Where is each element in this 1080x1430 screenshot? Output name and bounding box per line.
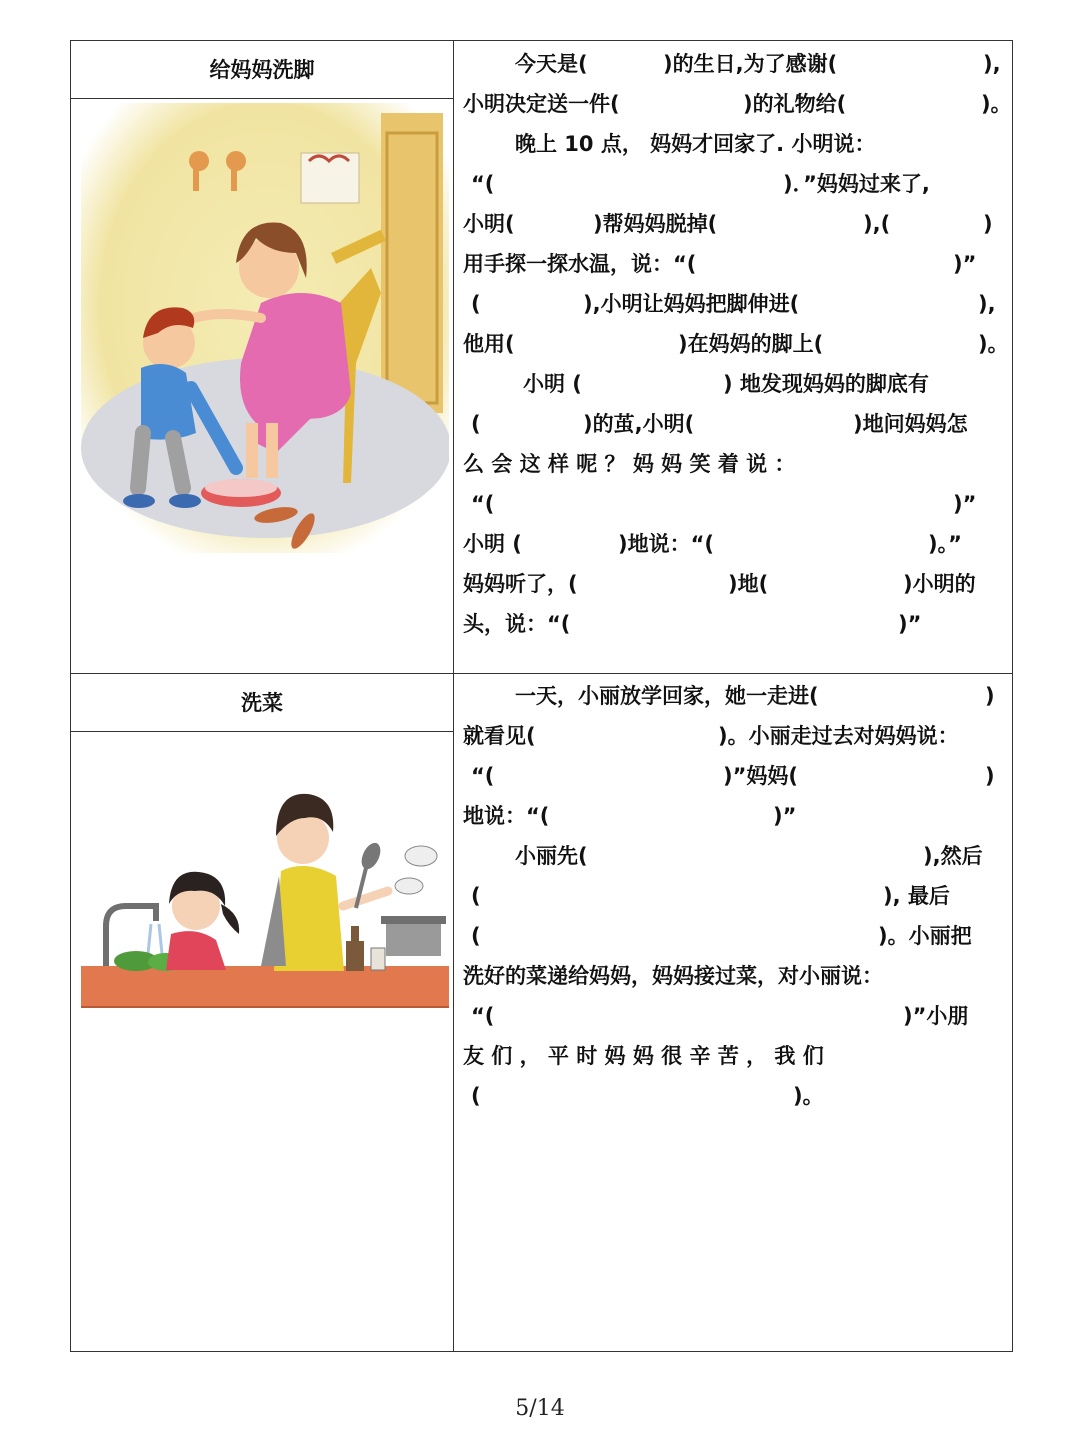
text-segment: ): [983, 212, 993, 236]
worksheet-table: [70, 40, 1013, 1352]
text-segment: )地问妈妈怎: [853, 412, 968, 436]
text-segment: )。”: [928, 532, 962, 556]
column-divider: [453, 41, 454, 1351]
text-segment: )”: [773, 804, 797, 828]
text-line: [463, 676, 1003, 716]
foot-washing-illustration: [81, 103, 449, 553]
text-segment: (: [471, 1084, 481, 1108]
text-segment: )。: [793, 1084, 824, 1108]
text-line: [463, 916, 1003, 956]
text-segment: 就看见(: [463, 724, 536, 748]
text-segment: )在妈妈的脚上(: [678, 332, 824, 356]
text-segment: )帮妈妈脱掉(: [593, 212, 718, 236]
text-segment: 小丽先(: [515, 844, 588, 868]
text-line: [463, 956, 1003, 996]
text-segment: 头，说：“(: [463, 612, 571, 636]
text-line: [463, 1076, 1003, 1116]
text-segment: (: [471, 412, 481, 436]
text-segment: )”妈妈(: [723, 764, 798, 788]
text-segment: “(: [471, 764, 495, 788]
text-segment: ),小明让妈妈把脚伸进(: [583, 292, 800, 316]
text-line: [463, 44, 1003, 84]
text-line: [463, 756, 1003, 796]
text-segment: )”: [953, 492, 977, 516]
text-segment: “(: [471, 172, 495, 196]
text-segment: (: [471, 924, 481, 948]
text-line: [463, 284, 1003, 324]
text-segment: 友 们 ， 平 时 妈 妈 很 辛 苦 ， 我 们: [463, 1044, 824, 1068]
text-line: [463, 604, 1003, 644]
text-line: [463, 484, 1003, 524]
text-segment: )。小丽把: [878, 924, 972, 948]
text-segment: 小明(: [463, 212, 515, 236]
text-segment: 晚上 10 点， 妈妈才回家了. 小明说：: [515, 132, 876, 156]
text-line: [463, 84, 1012, 124]
text-segment: (: [471, 884, 481, 908]
text-segment: )的礼物给(: [743, 92, 847, 116]
text-segment: (: [471, 292, 481, 316]
text-line: [463, 364, 1003, 404]
text-segment: ), 最后: [883, 884, 950, 908]
text-segment: “(: [471, 492, 495, 516]
text-segment: 地说：“(: [463, 804, 550, 828]
text-segment: )．”妈妈过来了,: [783, 172, 930, 196]
text-segment: 妈妈听了，(: [463, 572, 578, 596]
text-segment: 用手探一探水温，说：“(: [463, 252, 697, 276]
text-segment: )地说：“(: [618, 532, 714, 556]
text-segment: )”: [898, 612, 922, 636]
text-segment: 一天，小丽放学回家，她一走进(: [515, 684, 819, 708]
text-line: [463, 564, 1003, 604]
text-line: [463, 124, 1003, 164]
row-divider: [71, 98, 453, 99]
text-segment: ) 地发现妈妈的脚底有: [723, 372, 929, 396]
text-segment: )。: [978, 332, 1009, 356]
text-segment: )的茧,小明(: [583, 412, 695, 436]
text-line: [463, 444, 1003, 484]
text-line: [463, 996, 1003, 1036]
text-line: [463, 876, 1003, 916]
text-line: [463, 244, 1003, 284]
text-segment: 他用(: [463, 332, 515, 356]
text-line: [463, 796, 1003, 836]
text-segment: ),: [983, 52, 1001, 76]
text-line: [463, 1036, 1003, 1076]
text-segment: ),: [978, 292, 996, 316]
text-line: [463, 204, 1003, 244]
washing-vegetables-illustration: [81, 776, 449, 1008]
section-title: 洗菜: [241, 691, 283, 715]
row-divider: [71, 731, 453, 732]
text-segment: 小明 (: [463, 532, 522, 556]
text-segment: 小明 (: [523, 372, 582, 396]
text-segment: )”: [953, 252, 977, 276]
text-segment: )地(: [728, 572, 769, 596]
text-line: [463, 524, 1003, 564]
text-segment: ): [985, 764, 995, 788]
section-title: 给妈妈洗脚: [209, 58, 315, 82]
text-line: [463, 836, 1003, 876]
text-line: [463, 716, 1003, 756]
text-segment: )小明的: [903, 572, 976, 596]
text-line: [463, 324, 1009, 364]
page-number: 5/14: [515, 1396, 565, 1421]
text-segment: “(: [471, 1004, 495, 1028]
text-segment: ),(: [863, 212, 891, 236]
text-segment: )”小朋: [903, 1004, 969, 1028]
text-segment: 今天是(: [515, 52, 588, 76]
text-line: [463, 404, 1003, 444]
text-line: [463, 164, 1003, 204]
text-segment: ): [985, 684, 995, 708]
text-segment: 么 会 这 样 呢 ？ 妈 妈 笑 着 说 ：: [463, 452, 796, 476]
text-segment: )的生日,为了感谢(: [663, 52, 838, 76]
text-segment: )。小丽走过去对妈妈说：: [718, 724, 959, 748]
text-segment: 洗好的菜递给妈妈，妈妈接过菜，对小丽说：: [463, 964, 883, 988]
text-segment: )。: [981, 92, 1012, 116]
text-segment: ),然后: [923, 844, 983, 868]
text-segment: 小明决定送一件(: [463, 92, 620, 116]
